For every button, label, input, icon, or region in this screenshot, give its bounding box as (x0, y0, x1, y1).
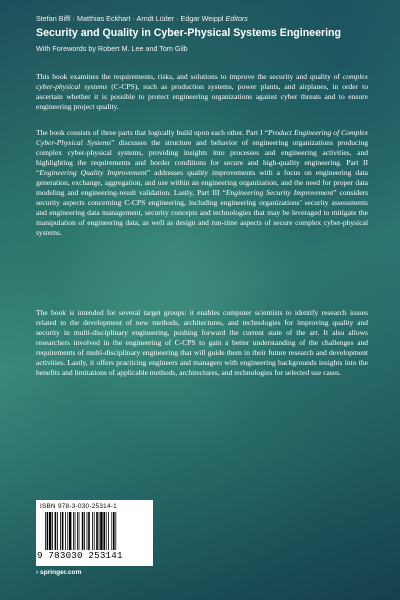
barcode-bars (44, 512, 146, 550)
barcode-bar (73, 512, 74, 550)
barcode-bar (99, 512, 100, 550)
description-paragraph-2 (36, 128, 368, 239)
barcode-bar (87, 512, 88, 550)
p2-text-a: The book consists of three parts that logically build upon each other. Part I “ (36, 128, 268, 137)
barcode-bar (75, 512, 76, 550)
publisher-url: › springer.com (36, 569, 82, 576)
barcode-bar (60, 512, 61, 550)
barcode-bar (79, 512, 80, 550)
barcode-bar (47, 512, 49, 550)
barcode-bar (115, 512, 116, 550)
p1-text-b: (C-CPS), such as production systems, power plants, and airplanes, in order to ascertain whether it is possible to protect engineering organizations against cyber threats and to ensure engineering project quality. (36, 82, 369, 112)
p2-text-b: ” discusses the structure and behavior of engineering organizations producing complex cyber-physical systems, providing insights into processes and engineering activities, and highlighting the requirements and border conditions for secure and high-quality engineering. Part II “ (36, 138, 368, 178)
barcode-bar (69, 512, 71, 550)
barcode-bar (108, 512, 109, 550)
barcode-digits: 9 783030 253141 (37, 550, 123, 561)
p2-part2-title: Engineering Quality Improvement (39, 168, 147, 178)
p2-text-c: ” addresses quality improvements with a focus on engineering data generation, exchange, aggregation, and use within an engineering organization, and the need for proper data modeling and engineering-result validation. Lastly, Part III “ (36, 168, 368, 198)
barcode-bar (82, 512, 84, 550)
barcode-bar (103, 512, 105, 550)
barcode-bar (94, 512, 95, 550)
barcode-bar (84, 512, 85, 550)
barcode-bar (52, 512, 53, 550)
description-paragraph-1 (36, 72, 368, 112)
p1-text-a: This book examines the requirements, risks, and solutions to improve the security and quality of (36, 72, 343, 81)
editors-line (36, 14, 376, 23)
barcode-bar (57, 512, 58, 550)
book-title: Security and Quality in Cyber-Physical Systems Engineering (36, 27, 341, 39)
barcode-bar (49, 512, 51, 550)
barcode-bar (88, 512, 90, 550)
p1-text-em: complex cyber-physical systems (36, 72, 368, 92)
isbn-number: ISBN 978-3-030-25314-1 (40, 503, 117, 510)
forewords-line: With Forewords by Robert M. Lee and Tom Gilb (36, 44, 188, 53)
editors-names: Stefan Biffl · Matthias Eckhart · Arndt Lüder · Edgar Weippl (36, 14, 224, 23)
barcode-bar (55, 512, 57, 550)
barcode-bar (67, 512, 68, 550)
barcode-bar (113, 512, 115, 550)
barcode-bar (96, 512, 98, 550)
p2-part3-title: Engineering Security Improvement (225, 188, 334, 198)
description-paragraph-3: The book is intended for several target groups: it enables computer scientists to identify research issues related to the development of new methods, architectures, and technologies for improving quality and security in multi-disciplinary engineering, pushing forward the current state of the art. It also allows researchers involved in the engineering of C-CPS to gain a better understanding of the challenges and requirements of multi-disciplinary engineering that will guide them in their future research and development activities. Lastly, it offers practicing engineers and managers with engineering backgrounds insights into the benefits and limitations of applicable methods, architectures, and technologies for selected use cases. (36, 308, 368, 378)
p2-text-d: ” considers security aspects concerning C-CPS engineering, including engineering organizations’ security assessments and engineering data management, security concepts and technologies that may be leveraged to mitigate the manipulation of engineering data, as well as design and run-time aspects of secure complex cyber-physical systems. (36, 188, 369, 238)
barcode-bar (45, 512, 46, 550)
barcode-bar (62, 512, 64, 550)
editors-role: Editors (225, 14, 248, 23)
barcode-bar (100, 512, 102, 550)
p2-part1-title: Product Engineering of Complex Cyber-Physical Systems (36, 128, 368, 148)
barcode-bar (77, 512, 78, 550)
isbn-barcode (36, 500, 153, 566)
barcode-bar (92, 512, 93, 550)
barcode-bar (65, 512, 66, 550)
barcode-bar (106, 512, 107, 550)
barcode-bar (111, 512, 112, 550)
